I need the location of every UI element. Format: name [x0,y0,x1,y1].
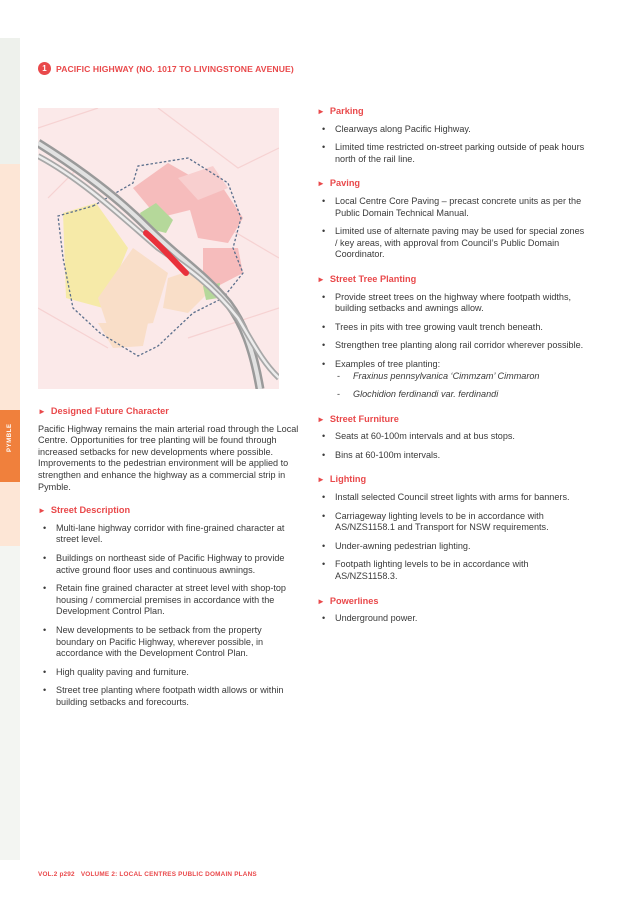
heading-text: Powerlines [329,595,379,606]
triangle-right-icon: ► [317,475,325,485]
street-furniture-heading [317,414,587,426]
parking-heading [317,106,587,118]
triangle-right-icon: ► [317,596,325,606]
paving-list [317,196,587,261]
triangle-right-icon: ► [317,179,325,189]
list-item: • New developments to be setback from the property boundary on Pacific Highway, wherever possible, in accordance with the Development Control Plan. [43,624,264,659]
heading-text: Designed Future Character [50,406,169,416]
page-footer [38,871,257,878]
list-item: • Local Centre Core Paving – precast concrete units as per the Public Domain Technical Manual. [322,195,582,218]
triangle-right-icon: ► [38,506,46,516]
list-item: • Carriageway lighting levels to be in accordance with AS/NZS1158.1 and Transport for NSW requirements. [322,510,549,533]
list-item: • Trees in pits with tree growing vault trench beneath. [322,321,543,332]
list-item: • Examples of tree planting: - Fraxinus pennsylvanica ‘Cimmzam’ Cimmaron - Glochidion ferdinandi var. ferdinandi [317,359,587,401]
lighting-list [317,492,587,583]
street-furniture-list [317,431,587,461]
powerlines-list [317,613,587,625]
triangle-right-icon: ► [38,407,46,416]
tree-example: - Glochidion ferdinandi var. ferdinandi [337,389,499,400]
tree-example: - Fraxinus pennsylvanica ‘Cimmzam’ Cimmaron [337,370,540,381]
triangle-right-icon: ► [317,107,325,116]
heading-text: Street Tree Planting [329,273,417,284]
list-item: • Retain fine grained character at street level with shop-top housing / commercial premises in accordance with the Development Control Plan. [43,583,286,617]
street-tree-planting-list [317,292,587,401]
designed-future-character-heading [38,406,300,418]
list-item: • Footpath lighting levels to be in accordance with AS/NZS1158.3. [322,559,529,582]
side-strip-segment [0,164,20,410]
list-item: • Street tree planting where footpath width allows or within building setbacks and forecourts. [43,685,284,707]
paving-heading [317,178,587,190]
side-strip-segment [0,38,20,164]
list-item: • Bins at 60-100m intervals. [322,449,441,460]
list-item: • Underground power. [322,613,418,624]
map-graphic [38,108,279,389]
section-title: PACIFIC HIGHWAY (NO. 1017 TO LIVINGSTONE AVENUE) [56,63,294,74]
heading-text: Paving [329,178,361,189]
street-description-list [38,523,300,709]
heading-text: Lighting [329,474,367,485]
list-item: • Buildings on northeast side of Pacific Highway to provide active ground floor uses and continuous awnings. [43,552,285,575]
list-item: • Provide street trees on the highway where footpath widths, building setbacks and awnings allow. [322,291,572,314]
left-column [38,406,300,721]
section-header [38,62,294,75]
list-item: • High quality paving and furniture. [43,666,189,677]
list-item: • Limited use of alternate paving may be used for special zones / key areas, with approval from Council’s Public Domain Coordinator. [322,226,585,260]
list-item: • Strengthen tree planting along rail corridor wherever possible. [322,340,584,351]
street-description-heading [38,505,300,517]
section-number-badge: 1 [38,62,51,75]
triangle-right-icon: ► [317,274,325,284]
triangle-right-icon: ► [317,414,325,424]
heading-text: Parking [329,106,364,116]
tree-examples-list [335,371,587,401]
location-map [38,108,279,389]
list-item: • Limited time restricted on-street parking outside of peak hours north of the rail line. [322,142,585,164]
parking-list [317,124,587,166]
list-item: • Seats at 60-100m intervals and at bus stops. [322,431,515,442]
heading-text: Street Description [50,505,131,516]
list-item: • Multi-lane highway corridor with fine-grained character at street level. [43,522,285,545]
lighting-heading [317,474,587,486]
list-item: • Under-awning pedestrian lighting. [322,540,471,551]
right-column [317,106,587,638]
page-number: VOL.2 p292 [38,871,75,878]
street-tree-planting-heading [317,274,587,286]
character-description: Pacific Highway remains the main arterial road through the Local Centre. Opportunities for tree planting will be found through increased setbacks for new developments where possible. Improvements to the pedestrian environment will be applied to strengthen and enhance the highway as a commercial strip in Pymble. [38,423,299,492]
list-item: • Clearways along Pacific Highway. [322,123,471,134]
side-tab-label: PYMBLE [7,423,13,452]
side-tab-pymble[interactable] [0,410,20,482]
powerlines-heading [317,596,587,608]
heading-text: Street Furniture [329,413,399,424]
list-item: • Install selected Council street lights with arms for banners. [322,492,570,503]
side-strip-segment [0,546,20,860]
volume-title: VOLUME 2: LOCAL CENTRES PUBLIC DOMAIN PLANS [80,871,257,878]
side-strip-segment [0,482,20,546]
